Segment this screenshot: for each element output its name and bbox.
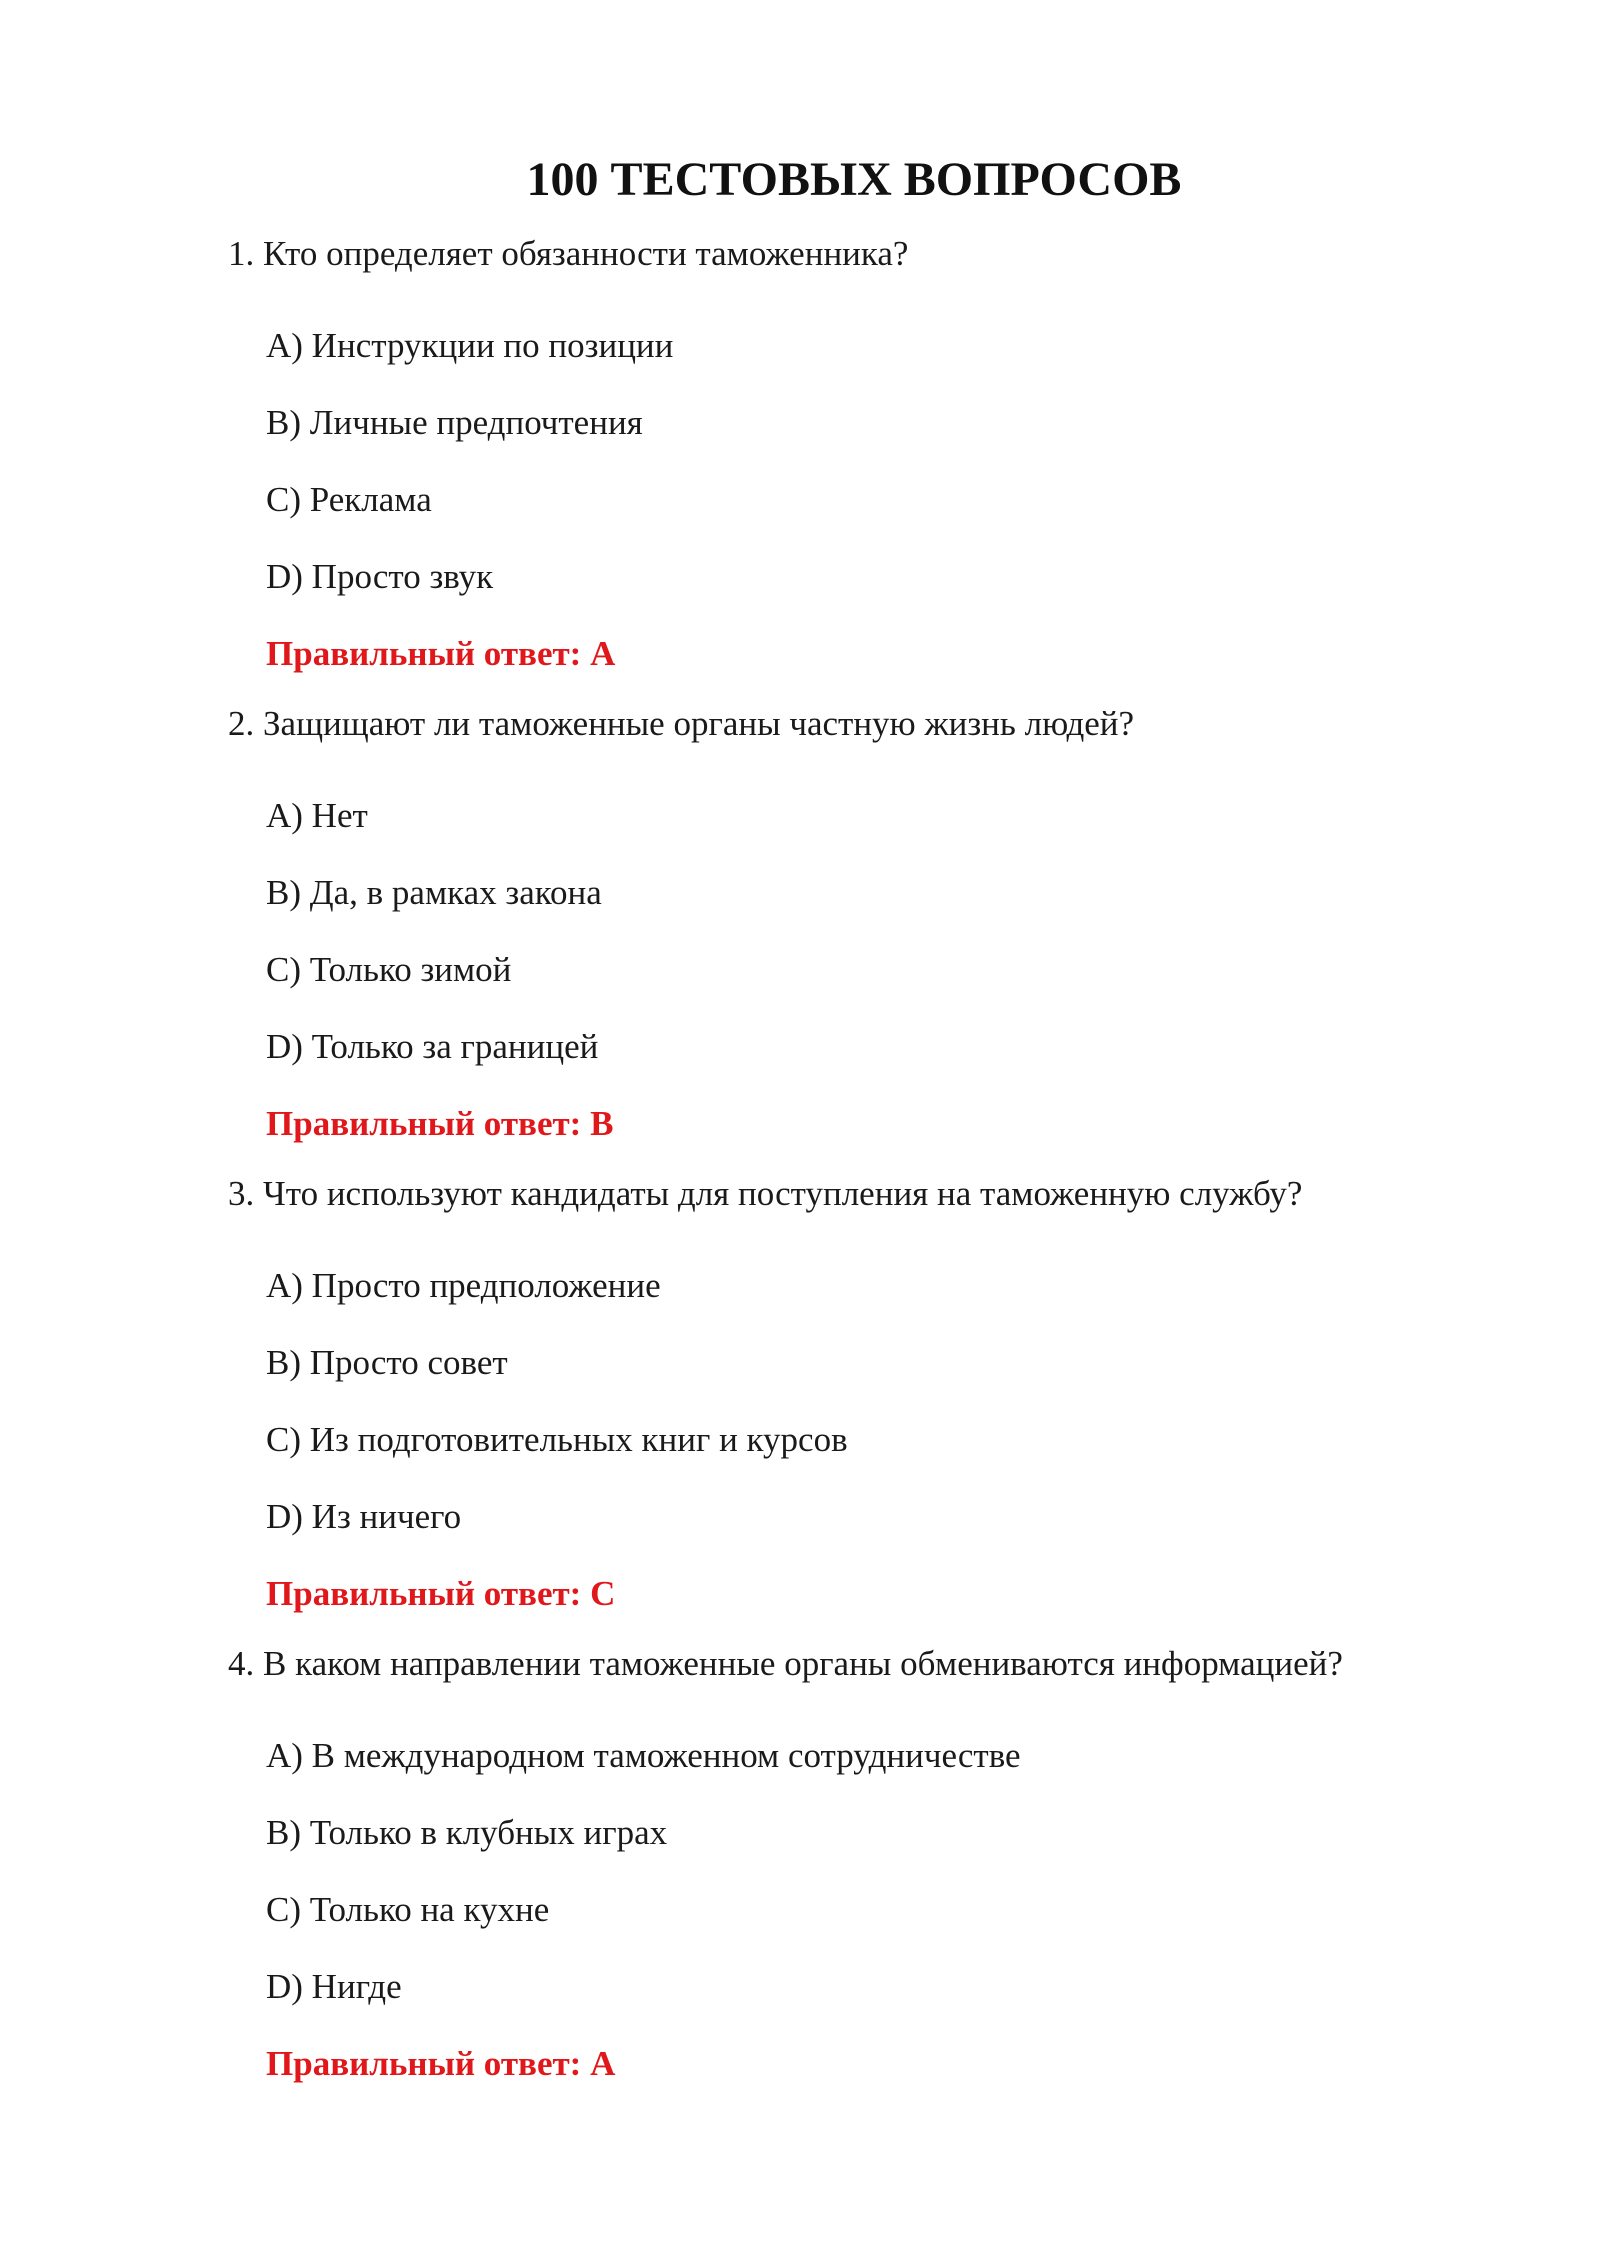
option-a: A) В международном таможенном сотрудничестве <box>266 1736 1021 1775</box>
option-c: C) Только зимой <box>266 950 512 989</box>
options-list <box>228 1732 1480 2011</box>
options-list <box>228 792 1480 1071</box>
question-3 <box>228 1170 1480 1618</box>
option-c: C) Реклама <box>266 480 432 519</box>
option-d: D) Только за границей <box>266 1027 599 1066</box>
option-a: A) Просто предположение <box>266 1266 661 1305</box>
options-list <box>228 322 1480 601</box>
correct-answer: Правильный ответ: B <box>266 1104 614 1143</box>
option-a: A) Нет <box>266 796 368 835</box>
correct-answer: Правильный ответ: A <box>266 2044 616 2083</box>
option-d: D) Просто звук <box>266 557 494 596</box>
document-title: 100 ТЕСТОВЫХ ВОПРОСОВ <box>526 153 1182 206</box>
correct-answer: Правильный ответ: C <box>266 1574 616 1613</box>
option-d: D) Из ничего <box>266 1497 462 1536</box>
option-b: B) Личные предпочтения <box>266 403 643 442</box>
question-2 <box>228 700 1480 1148</box>
question-text: 1. Кто определяет обязанности таможенника? <box>228 234 909 273</box>
question-1 <box>228 230 1480 678</box>
option-c: C) Из подготовительных книг и курсов <box>266 1420 848 1459</box>
option-b: B) Просто совет <box>266 1343 508 1382</box>
question-text: 4. В каком направлении таможенные органы обмениваются информацией? <box>228 1644 1343 1683</box>
option-b: B) Да, в рамках закона <box>266 873 602 912</box>
options-list <box>228 1262 1480 1541</box>
option-b: B) Только в клубных играх <box>266 1813 668 1852</box>
correct-answer: Правильный ответ: A <box>266 634 616 673</box>
question-text: 3. Что используют кандидаты для поступления на таможенную службу? <box>228 1174 1303 1213</box>
question-text: 2. Защищают ли таможенные органы частную жизнь людей? <box>228 704 1135 743</box>
question-4 <box>228 1640 1480 2088</box>
option-c: C) Только на кухне <box>266 1890 550 1929</box>
option-a: A) Инструкции по позиции <box>266 326 674 365</box>
option-d: D) Нигде <box>266 1967 402 2006</box>
